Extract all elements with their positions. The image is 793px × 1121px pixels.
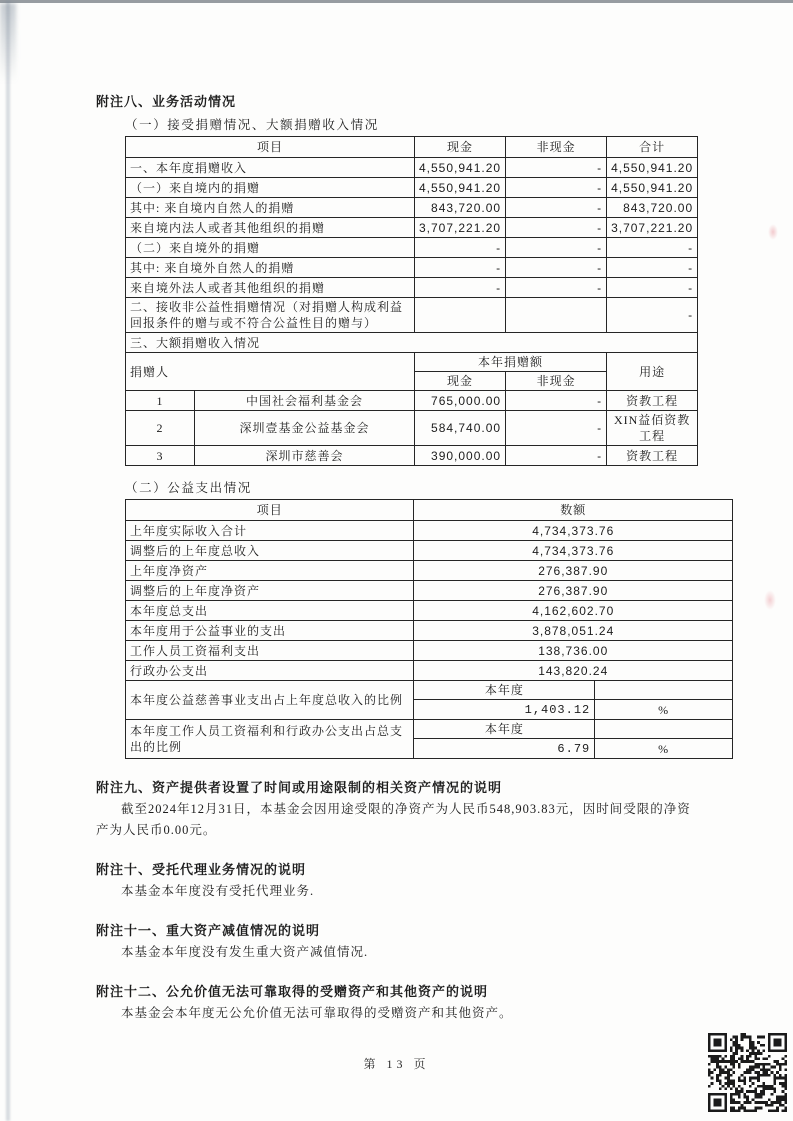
scan-red-mark [764,590,776,610]
note11-title: 附注十一、重大资产减值情况的说明 [96,923,321,938]
donor-name: 深圳壹基金公益基金会 [195,411,415,446]
amount-value: 4,162,602.70 [414,601,733,621]
table-row [126,178,698,198]
header-item: 项目 [126,500,414,521]
donor-cash: 765,000.00 [415,391,506,411]
cash-value: 843,720.00 [415,198,506,218]
item-label: 行政办公支出 [126,661,414,681]
noncash-value: - [506,198,607,218]
expense-header-row [126,500,733,521]
ratio-period: 本年度 [414,720,595,739]
cash-value: - [415,278,506,298]
cash-value: 4,550,941.20 [415,178,506,198]
header-purpose: 用途 [607,353,698,391]
donation-table-header-row [126,137,698,158]
note9-body: 截至2024年12月31日，本基金会因用途受限的净资产为人民币548,903.83元，因时间受限的净资产为人民币0.00元。 [96,802,691,837]
table-row [126,278,698,298]
donor-index: 2 [126,411,195,446]
expense-row [126,641,733,661]
expense-row [126,601,733,621]
cash-value: - [415,258,506,278]
scan-smudge-artifact [0,3,16,83]
noncash-value [506,298,607,333]
expense-row [126,661,733,681]
ratio-unit: % [595,739,733,759]
empty-cell [595,681,733,700]
note11-body: 本基金本年度没有发生重大资产减值情况. [121,945,369,959]
donor-cash: 390,000.00 [415,446,506,466]
header-noncash: 非现金 [506,137,607,158]
amount-value: 4,734,373.76 [414,541,733,561]
total-value: - [607,238,698,258]
large-donation-section-label: 三、大额捐赠收入情况 [126,333,698,353]
noncash-value: - [506,218,607,238]
item-label: 上年度净资产 [126,561,414,581]
item-label: 工作人员工资福利支出 [126,641,414,661]
empty-cell [595,720,733,739]
note10-body: 本基金本年度没有受托代理业务. [121,884,315,898]
total-value: - [607,278,698,298]
expense-row [126,521,733,541]
table-row [126,258,698,278]
header-noncash: 非现金 [506,372,607,391]
amount-value: 138,736.00 [414,641,733,661]
donor-purpose: 资教工程 [607,391,698,411]
noncash-value: - [506,178,607,198]
donor-row [126,411,698,446]
header-cash: 现金 [415,137,506,158]
ratio-row [126,681,733,700]
total-value: 4,550,941.20 [607,158,698,178]
item-label: 本年度总支出 [126,601,414,621]
item-label: （二）来自境外的捐赠 [126,238,415,258]
table-row [126,218,698,238]
item-label: 一、本年度捐赠收入 [126,158,415,178]
note12-title: 附注十二、公允价值无法可靠取得的受赠资产和其他资产的说明 [96,984,489,999]
item-label: 调整后的上年度净资产 [126,581,414,601]
item-label: 调整后的上年度总收入 [126,541,414,561]
item-label: 二、接收非公益性捐赠情况（对捐赠人构成利益回报条件的赠与或不符合公益性目的赠与） [126,298,415,333]
donor-noncash: - [506,411,607,446]
donor-index: 3 [126,446,195,466]
amount-value: 276,387.90 [414,581,733,601]
item-label: 本年度用于公益事业的支出 [126,621,414,641]
ratio-value: 6.79 [414,739,595,759]
donor-row [126,391,698,411]
ratio-row [126,720,733,739]
donor-noncash: - [506,391,607,411]
note12-body: 本基金会本年度无公允价值无法可靠取得的受赠资产和其他资产。 [121,1006,513,1020]
noncash-value: - [506,158,607,178]
table-row [126,238,698,258]
item-label: （一）来自境内的捐赠 [126,178,415,198]
expense-row [126,541,733,561]
cash-value: 3,707,221.20 [415,218,506,238]
total-value: 3,707,221.20 [607,218,698,238]
item-label: 其中: 来自境外自然人的捐赠 [126,258,415,278]
donor-noncash: - [506,446,607,466]
amount-value: 3,878,051.24 [414,621,733,641]
donor-index: 1 [126,391,195,411]
verification-qr-code-icon [706,1033,789,1112]
note8-title: 附注八、业务活动情况 [96,94,237,109]
ratio-period: 本年度 [414,681,595,700]
header-item: 项目 [126,137,415,158]
section-row [126,333,698,353]
total-value: - [607,298,698,333]
ratio-label: 本年度工作人员工资福利和行政办公支出占总支出的比例 [126,720,414,759]
donor-purpose: XIN益佰资教工程 [607,411,698,446]
donor-name: 深圳市慈善会 [195,446,415,466]
amount-value: 276,387.90 [414,561,733,581]
expense-section-subtitle: （二）公益支出情况 [125,481,252,495]
page-number: 第 13 页 [363,1057,430,1071]
noncash-value: - [506,238,607,258]
cash-value: - [415,238,506,258]
donor-cash: 584,740.00 [415,411,506,446]
noncash-value: - [506,258,607,278]
expense-row [126,621,733,641]
header-total: 合计 [607,137,698,158]
cash-value [415,298,506,333]
table-row [126,198,698,218]
ratio-label: 本年度公益慈善事业支出占上年度总收入的比例 [126,681,414,720]
donation-table [125,136,698,466]
note10-title: 附注十、受托代理业务情况的说明 [96,862,307,877]
header-cash: 现金 [415,372,506,391]
scan-edge-artifact [6,0,10,1121]
total-value: 4,550,941.20 [607,178,698,198]
amount-value: 4,734,373.76 [414,521,733,541]
total-value: - [607,258,698,278]
table-row [126,158,698,178]
donation-section-subtitle: （一）接受捐赠情况、大额捐赠收入情况 [125,118,379,132]
ratio-value: 1,403.12 [414,700,595,720]
table-row [126,298,698,333]
scan-edge-artifact [0,0,793,3]
header-year-donation-amount: 本年捐赠额 [415,353,607,372]
donor-purpose: 资教工程 [607,446,698,466]
donor-row [126,446,698,466]
item-label: 其中: 来自境内自然人的捐赠 [126,198,415,218]
donor-name: 中国社会福利基金会 [195,391,415,411]
cash-value: 4,550,941.20 [415,158,506,178]
expense-table [125,499,733,759]
noncash-value: - [506,278,607,298]
expense-row [126,561,733,581]
total-value: 843,720.00 [607,198,698,218]
note9-title: 附注九、资产提供者设置了时间或用途限制的相关资产情况的说明 [96,780,503,795]
ratio-unit: % [595,700,733,720]
header-donor: 捐赠人 [126,353,415,391]
donor-header-row [126,353,698,372]
scan-red-mark [768,224,778,240]
item-label: 来自境内法人或者其他组织的捐赠 [126,218,415,238]
item-label: 上年度实际收入合计 [126,521,414,541]
header-amount: 数额 [414,500,733,521]
expense-row [126,581,733,601]
amount-value: 143,820.24 [414,661,733,681]
item-label: 来自境外法人或者其他组织的捐赠 [126,278,415,298]
